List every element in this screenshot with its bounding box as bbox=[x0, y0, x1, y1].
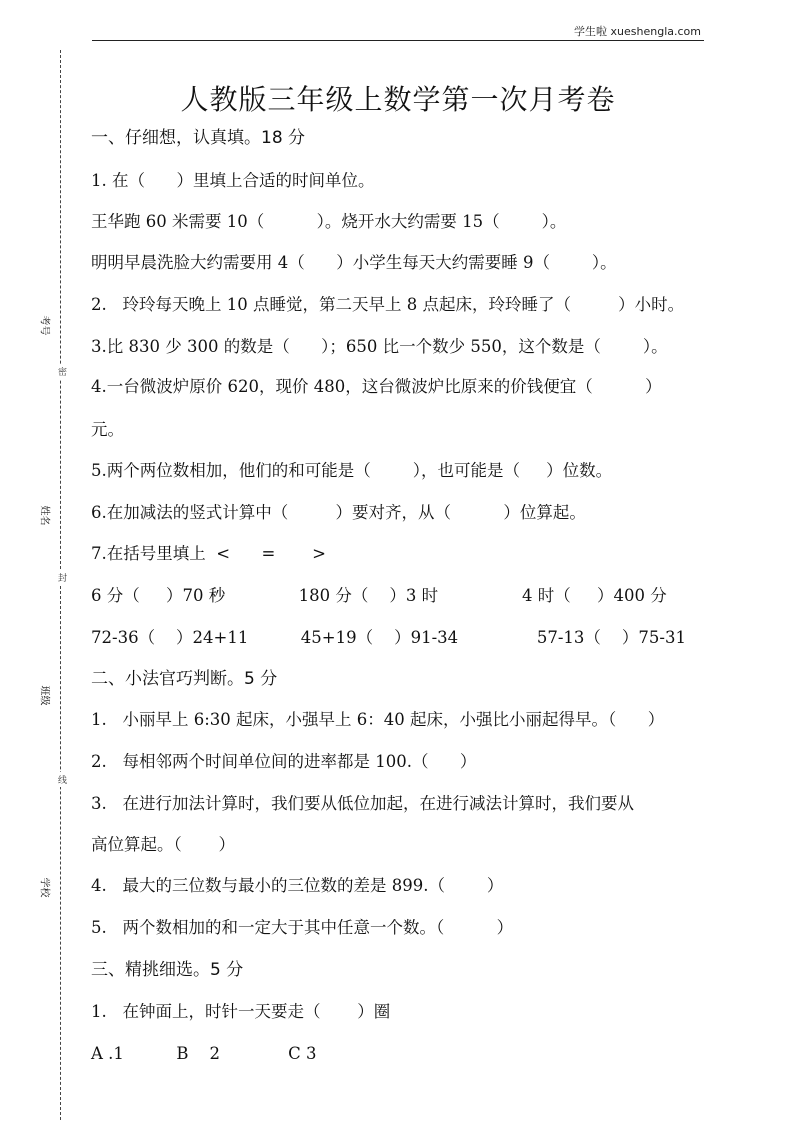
question-3: 3.比 830 少 300 的数是（ ）；650 比一个数少 550，这个数是（ ）。 bbox=[91, 337, 668, 356]
question-1: 1. 在（ ）里填上合适的时间单位。 bbox=[91, 171, 375, 190]
judge-3: 3. 在进行加法计算时，我们要从低位加起，在进行减法计算时，我们要从 bbox=[91, 794, 634, 813]
section-heading-judge: 二、小法官巧判断。5 分 bbox=[91, 669, 278, 689]
side-label-school: 学校 bbox=[38, 877, 50, 898]
question-7a: 6 分（ ）70 秒 180 分（ ）3 时 4 时（ ）400 分 bbox=[91, 586, 667, 605]
page-title: 人教版三年级上数学第一次月考卷 bbox=[180, 83, 616, 116]
judge-4: 4. 最大的三位数与最小的三位数的差是 899.（ ） bbox=[91, 876, 504, 895]
question-4: 4.一台微波炉原价 620，现价 480，这台微波炉比原来的价钱便宜（ ） bbox=[91, 377, 662, 396]
question-1a: 王华跑 60 米需要 10（ ）。烧开水大约需要 15（ ）。 bbox=[91, 212, 567, 231]
question-4-cont: 元。 bbox=[91, 420, 124, 439]
question-6: 6.在加减法的竖式计算中（ ）要对齐，从（ ）位算起。 bbox=[91, 503, 586, 522]
question-2: 2. 玲玲每天晚上 10 点睡觉，第二天早上 8 点起床，玲玲睡了（ ）小时。 bbox=[91, 295, 685, 314]
judge-5: 5. 两个数相加的和一定大于其中任意一个数。（ ） bbox=[91, 918, 514, 937]
choice-1-options: A .1 B 2 C 3 bbox=[91, 1044, 317, 1063]
judge-2: 2. 每相邻两个时间单位间的进率都是 100.（ ） bbox=[91, 752, 477, 771]
choice-1: 1. 在钟面上，时针一天要走（ ）圈 bbox=[91, 1002, 391, 1021]
question-1b: 明明早晨洗脸大约需要用 4（ ）小学生每天大约需要睡 9（ ）。 bbox=[91, 253, 617, 272]
side-label-class: 班级 bbox=[38, 685, 50, 706]
section-heading-fill: 一、仔细想，认真填。18 分 bbox=[91, 128, 306, 148]
binding-dashed-line bbox=[60, 50, 61, 1120]
question-7b: 72-36（ ）24+11 45+19（ ）91-34 57-13（ ）75-31 bbox=[91, 628, 686, 647]
header-brand: 学生啦 xueshengla.com bbox=[574, 25, 701, 38]
side-label-name: 姓名 bbox=[38, 505, 50, 526]
side-seal-3: 线 bbox=[58, 772, 67, 787]
question-5: 5.两个两位数相加，他们的和可能是（ ），也可能是（ ）位数。 bbox=[91, 461, 613, 480]
side-seal-2: 封 bbox=[58, 570, 67, 585]
section-heading-choice: 三、精挑细选。5 分 bbox=[91, 960, 244, 980]
judge-1: 1. 小丽早上 6:30 起床，小强早上 6：40 起床，小强比小丽起得早。（ ） bbox=[91, 710, 665, 729]
side-seal-1: 密 bbox=[58, 364, 67, 379]
side-label-exam-no: 考号 bbox=[38, 315, 50, 336]
header-rule bbox=[92, 40, 704, 41]
judge-3-cont: 高位算起。（ ） bbox=[91, 835, 235, 854]
question-7: 7.在括号里填上 < = > bbox=[91, 544, 326, 563]
